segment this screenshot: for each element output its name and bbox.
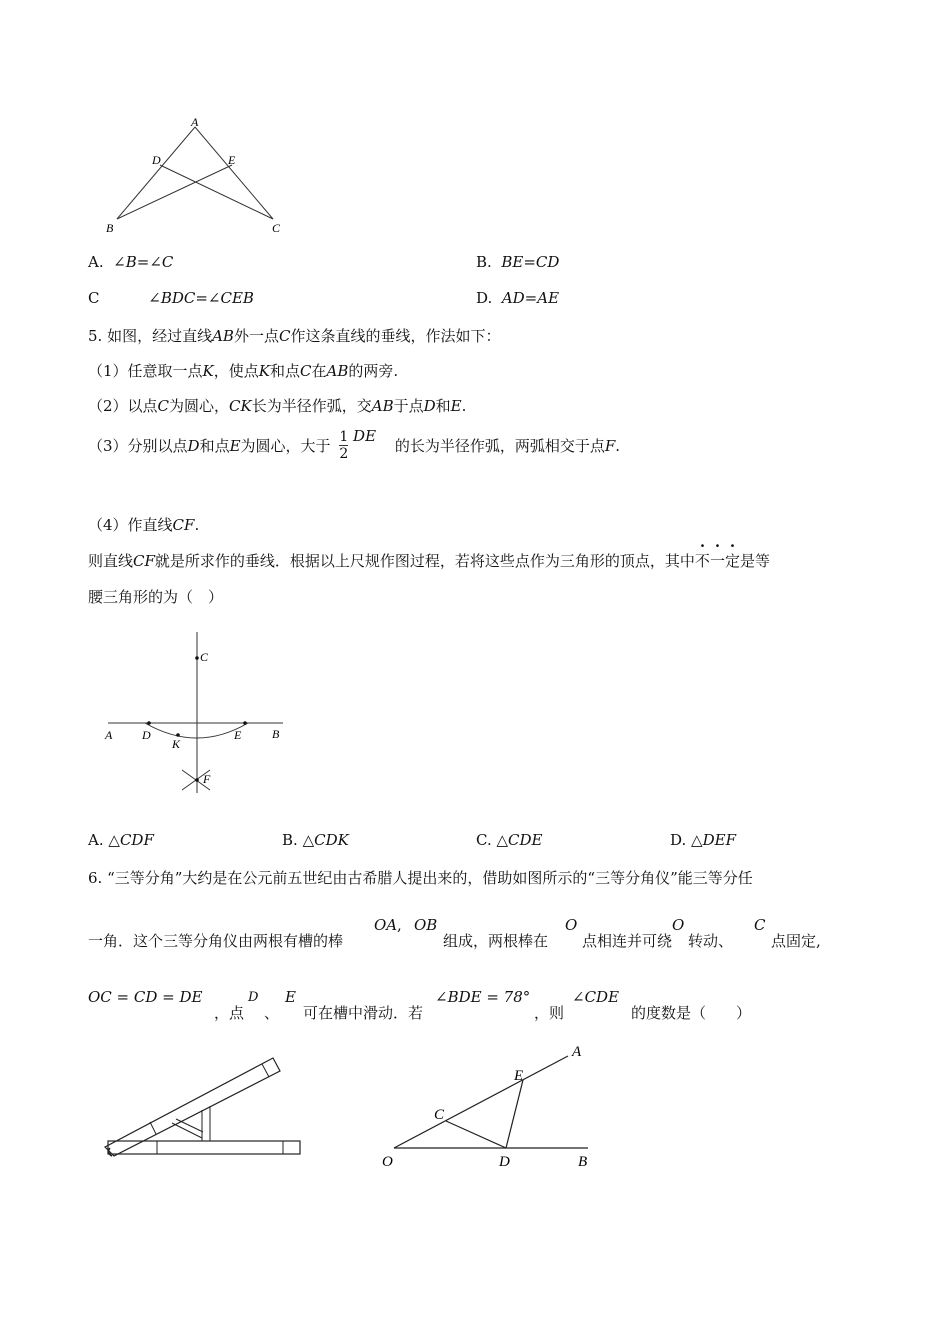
point-label-a: A — [572, 1044, 582, 1060]
point-label-d: D — [499, 1154, 510, 1170]
emphasis-dot: 不 — [694, 552, 710, 570]
trisector-device-drawing — [100, 1052, 305, 1162]
point-label-d: D — [152, 153, 161, 167]
q6-angle-diagram — [378, 1044, 598, 1172]
point-label-b: B — [578, 1154, 588, 1170]
point-label-f: F — [203, 772, 211, 786]
q5-option-d[interactable]: D. △DEF — [670, 831, 736, 849]
q4-option-a[interactable]: A. ∠B=∠C — [88, 253, 174, 271]
q5-construction-figure — [100, 628, 300, 798]
point-label-o: O — [382, 1154, 393, 1170]
q5-step-4: （4）作直线CF. — [88, 516, 200, 534]
q5-conclusion-line2: 腰三角形的为（ ） — [88, 588, 224, 606]
q5-step-1: （1）任意取一点K，使点K和点C在AB的两旁. — [88, 362, 399, 380]
q5-step-2: （2）以点C为圆心，CK长为半径作弧，交AB于点D和E. — [88, 397, 467, 415]
q5-conclusion: 则直线CF就是所求作的垂线．根据以上尺规作图过程，若将这些点作为三角形的顶点，其中不一定是等 — [88, 552, 770, 570]
q5-option-b[interactable]: B. △CDK — [282, 831, 349, 849]
q6-line-3: OC = CD = DE ，点 D 、 E 可在槽中滑动．若 ∠BDE = 78° ，则 ∠CDE 的度数是（ ） — [88, 988, 752, 1022]
point-label-c: C — [434, 1107, 445, 1123]
point-label-a: A — [191, 115, 199, 129]
point-label-b: B — [106, 221, 114, 235]
q4-option-c[interactable]: C ∠BDC=∠CEB — [88, 289, 254, 307]
point-label-d: D — [142, 728, 151, 742]
point-label-a: A — [105, 728, 113, 742]
q4-option-d[interactable]: D. AD=AE — [476, 289, 560, 307]
point-label-k: K — [172, 737, 181, 751]
q4-triangle-figure — [100, 112, 300, 237]
q5-option-c[interactable]: C. △CDE — [476, 831, 543, 849]
emphasis-dot: 定 — [724, 552, 740, 570]
q4-option-b[interactable]: B. BE=CD — [476, 253, 560, 271]
point-label-c: C — [272, 221, 281, 235]
q5-step-3: （3）分别以点D和点E为圆心，大于 $\frac{1}{2}$ DE 的长为半径作弧，两弧相交于点F. — [88, 426, 621, 462]
emphasis-dot: 一 — [709, 552, 725, 570]
point-label-b: B — [272, 727, 280, 741]
fraction-one-half: $\frac{1}{2}$ — [339, 429, 349, 462]
q6-line-1: 6. “三等分角”大约是在公元前五世纪由古希腊人提出来的，借助如图所示的“三等分角仪”能三等分任 — [88, 869, 753, 887]
q5-option-a[interactable]: A. △CDF — [88, 831, 154, 849]
point-label-e: E — [228, 153, 236, 167]
q6-line-2: 一角．这个三等分角仪由两根有槽的棒 OA , OB 组成，两根棒在 O 点相连并可绕 O 转动、 C 点固定, — [88, 916, 821, 950]
point-label-e: E — [234, 728, 242, 742]
q5-stem: 5. 如图，经过直线AB外一点C作这条直线的垂线，作法如下： — [88, 327, 501, 345]
point-label-c: C — [200, 650, 209, 664]
point-label-e: E — [514, 1068, 524, 1084]
